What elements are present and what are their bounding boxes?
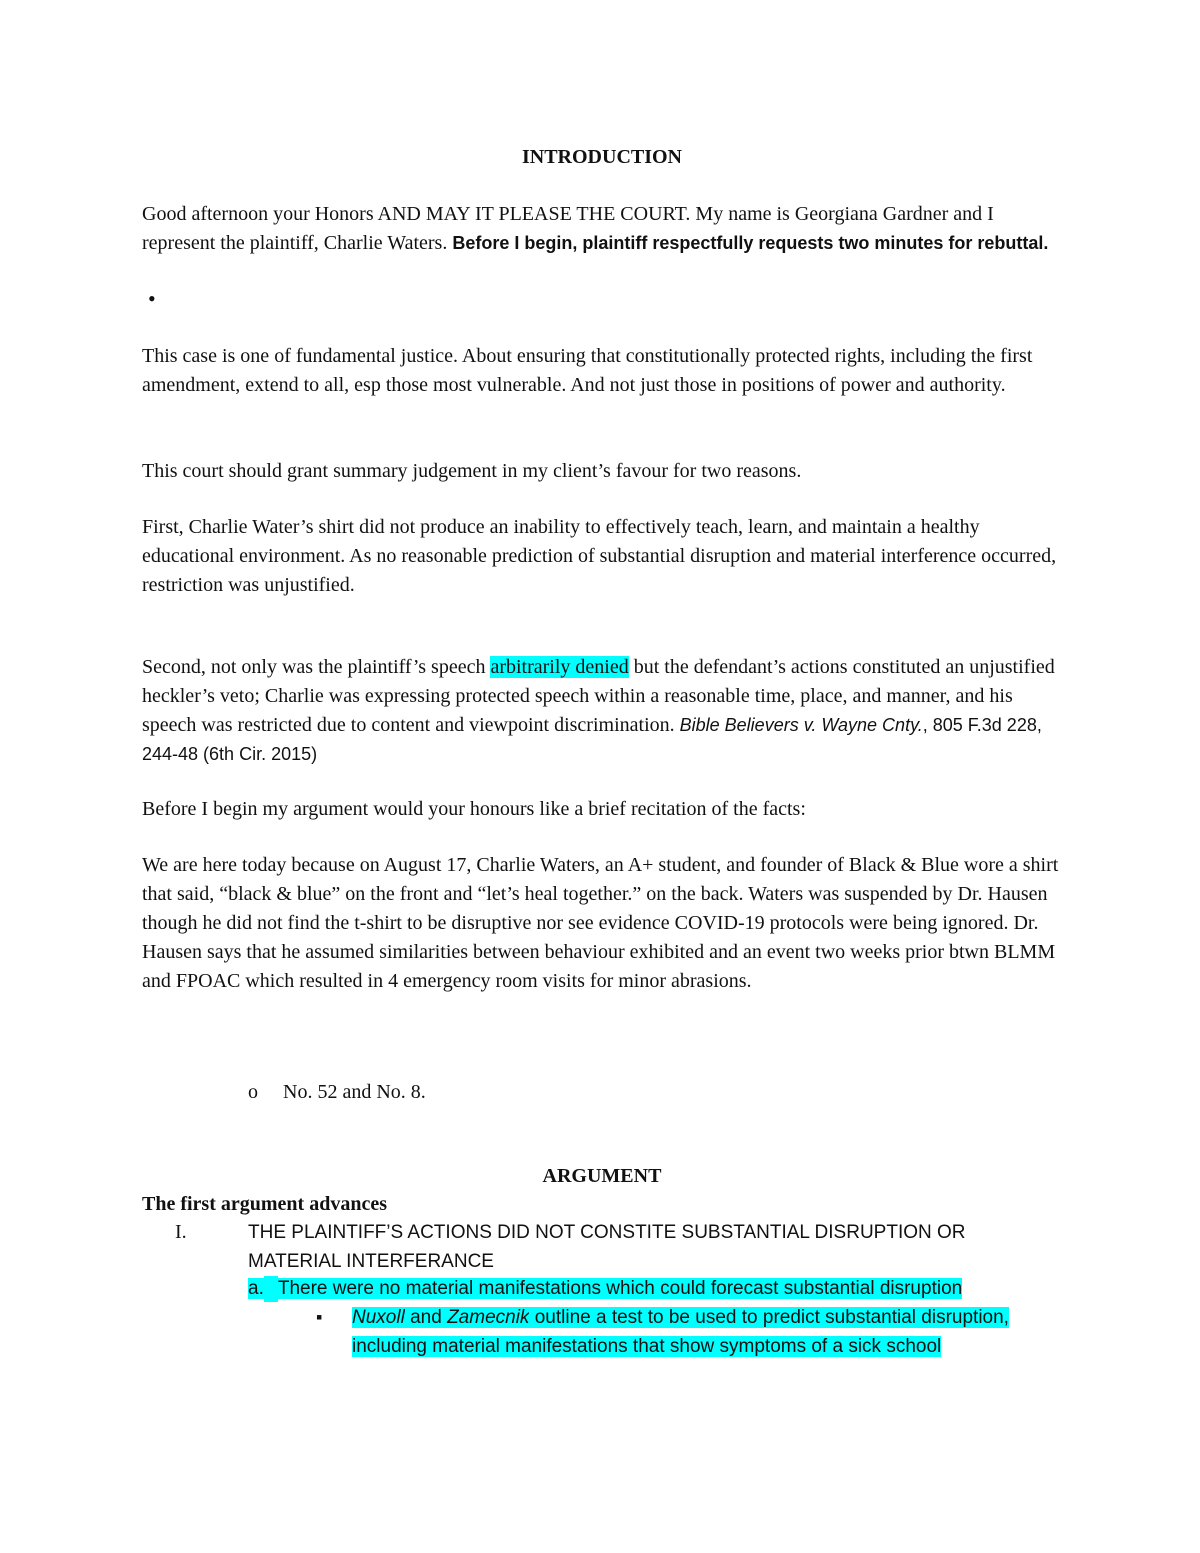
sub-point-a-label: a. [248, 1278, 264, 1299]
and-text: and [404, 1307, 448, 1328]
sub-bullet-text: No. 52 and No. 8. [283, 1081, 426, 1103]
sub-bullet-marker: o [248, 1081, 258, 1103]
point-heading: THE PLAINTIFF’S ACTIONS DID NOT CONSTITE SUBSTANTIAL DISRUPTION OR MATERIAL INTERFERANCE [248, 1222, 966, 1272]
highlight-arbitrarily-denied: arbitrarily denied [490, 656, 629, 678]
empty-bullet: • [148, 286, 156, 311]
paragraph-fundamental-justice: This case is one of fundamental justice. About ensuring that constitutionally protected rights, including the first amendment, extend to all, esp those most vulnerable. And not just those in positions of power and authority. [142, 345, 1033, 396]
sub-point-a-text: There were no material manifestations which could forecast substantial disruption [277, 1278, 963, 1299]
argument-heading: ARGUMENT [542, 1165, 662, 1187]
sub-point-a [248, 1276, 962, 1302]
second-reason-text-b: but the defendant’s actions constituted an unjustified heckler’s veto; Charlie was expressing protected speech within a reasonable time, place, and manner, and his speech was restricted due to content and viewpoint discrimination. [142, 656, 1055, 736]
paragraph-first-reason: First, Charlie Water’s shirt did not produce an inability to effectively teach, learn, and maintain a healthy educational environment. As no reasonable prediction of substantial disruption and material interference occurred, restriction was unjustified. [142, 516, 1057, 596]
citation-case-name: Bible Believers v. Wayne Cnty. [679, 715, 923, 735]
case-zamecnik: Zamecnik [447, 1307, 530, 1328]
second-reason-text-a: Second, not only was the plaintiff’s speech [142, 656, 491, 678]
intro-heading: INTRODUCTION [521, 146, 683, 168]
test-description: outline a test to be used to predict substantial disruption, including material manifestations that show symptoms of a sick school [352, 1307, 1009, 1357]
paragraph-facts: We are here today because on August 17, Charlie Waters, an A+ student, and founder of Black & Blue wore a shirt that said, “black & blue” on the front and “let’s heal together.” on the back. Waters was suspended by Dr. Hausen though he did not find the t-shirt to be disruptive nor see evidence COVID-19 protocols were being ignored. Dr. Hausen says that he assumed similarities between behaviour exhibited and an event two weeks prior btwn BLMM and FPOAC which resulted in 4 emergency room visits for minor abrasions. [142, 854, 1059, 992]
sub-point-a-spacer [264, 1276, 278, 1302]
case-nuxoll: Nuxoll [352, 1307, 405, 1328]
intro-greeting-paragraph [142, 200, 1062, 258]
square-bullet-text [352, 1304, 1062, 1361]
intro-greeting: Good afternoon your Honors AND MAY IT PLEASE THE COURT. My name is Georgiana Gardner and I represent the plaintiff, Charlie Waters. [142, 203, 994, 254]
paragraph-second-reason [142, 653, 1062, 769]
rebuttal-request: Before I begin, plaintiff respectfully requests two minutes for rebuttal. [452, 233, 1049, 253]
argument-subheading: The first argument advances [142, 1193, 387, 1215]
paragraph-recitation-question: Before I begin my argument would your honours like a brief recitation of the facts: [142, 798, 806, 820]
point-number: I. [175, 1221, 187, 1243]
square-bullet-marker: ▪ [316, 1307, 323, 1327]
paragraph-summary-judgement: This court should grant summary judgement in my client’s favour for two reasons. [142, 460, 802, 482]
citation-reporter: , 805 F.3d 228, 244-48 (6th Cir. 2015) [142, 715, 1042, 764]
